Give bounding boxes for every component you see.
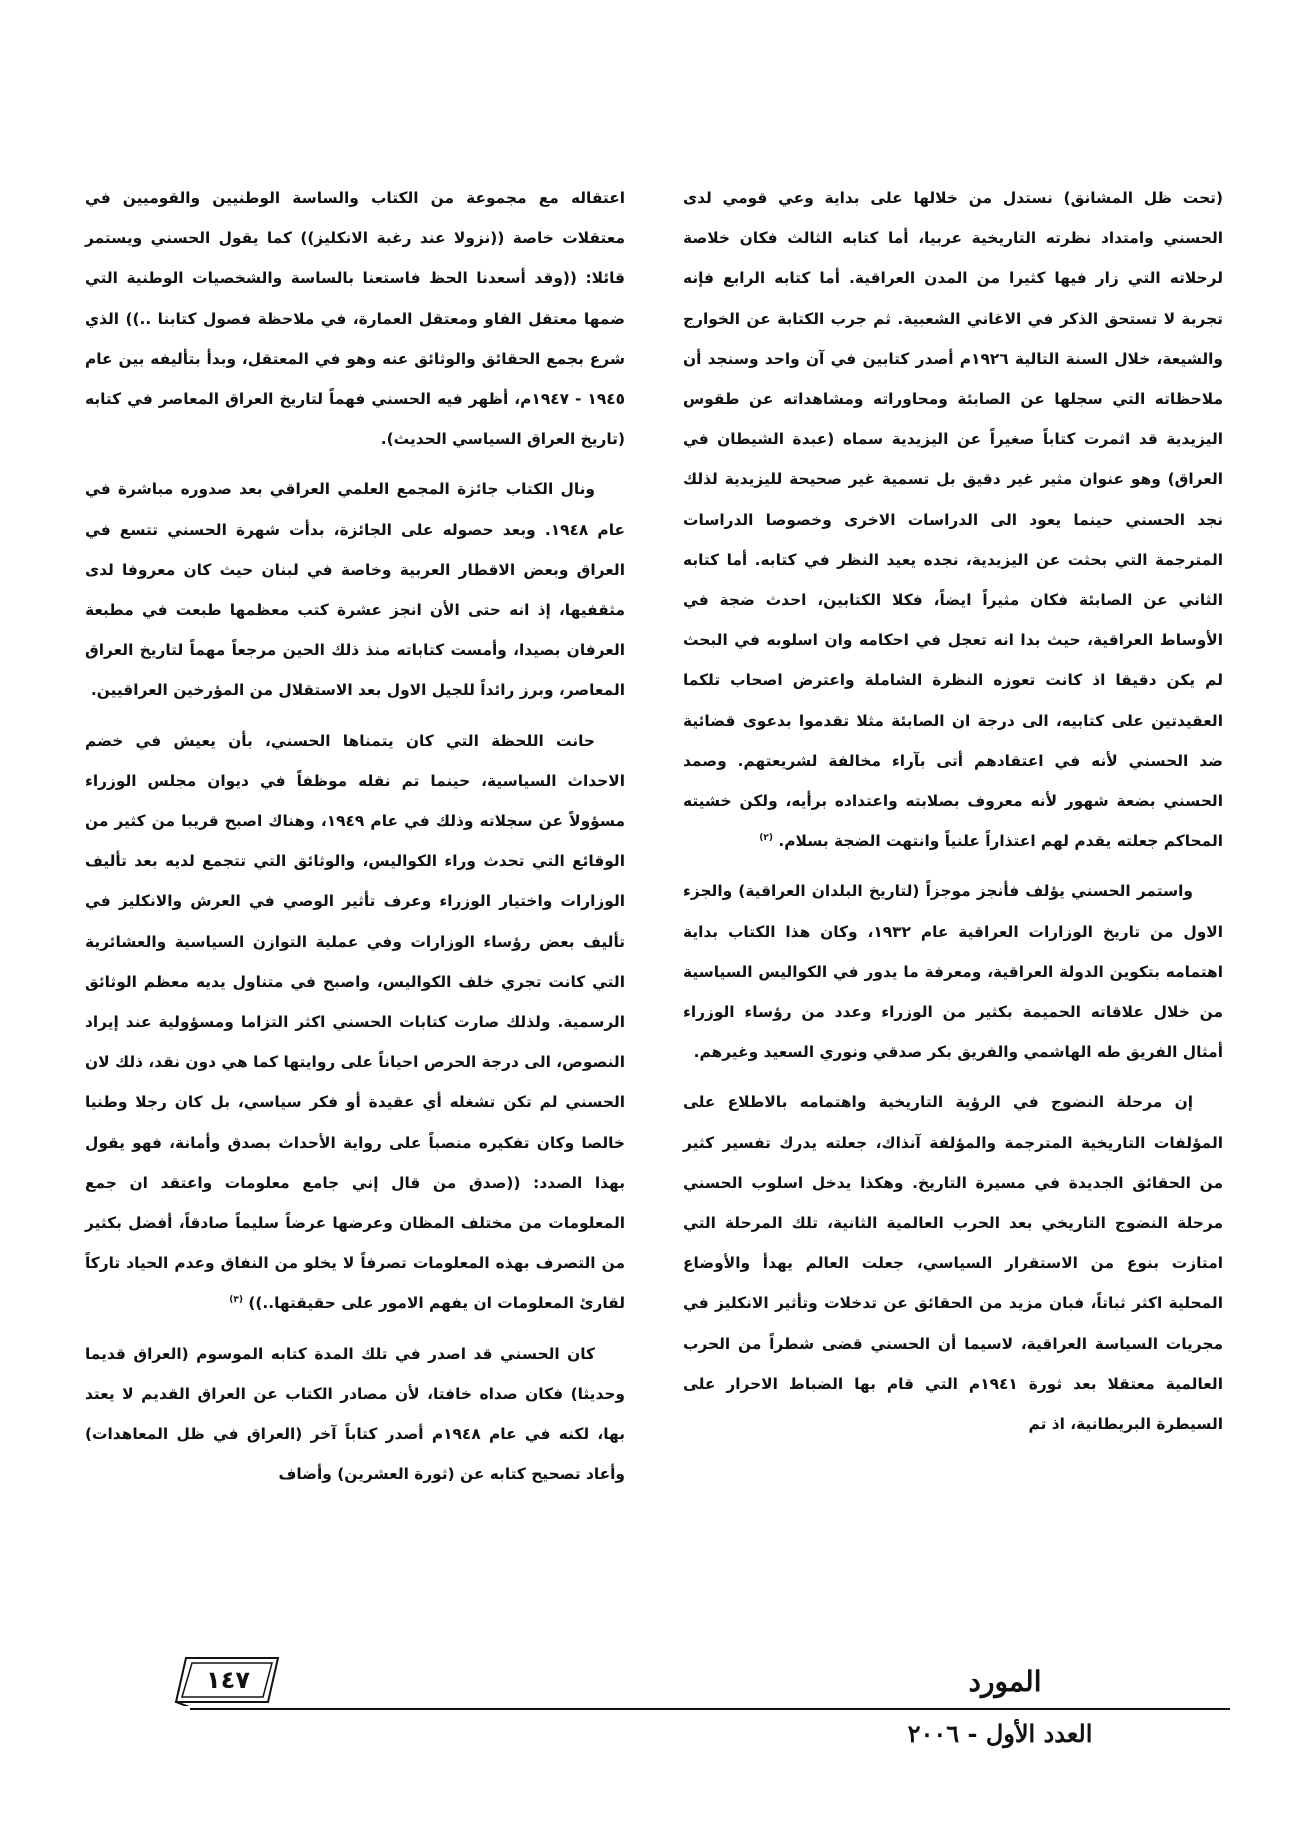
paragraph (683, 178, 1223, 861)
page-number: ١٤٧ (206, 1666, 250, 1694)
paragraph: اعتقاله مع مجموعة من الكتاب والساسة الوطنيين والقوميين في معتقلات خاصة ((نزولا عند رغبة الانكليز)) كما يقول الحسني ويستمر قائلا: ((وقد أسعدنا الحظ فاستعنا بالساسة والشخصيات الوطنية التي ضمها معتقل الفاو ومعتقل العمارة، في ملاحظة فصول كتابنا ..)) الذي شرع بجمع الحقائق والوثائق عنه وهو في المعتقل، وبدأ بتأليفه بين عام ١٩٤٥ - ١٩٤٧م، أظهر فيه الحسني فهماً لتاريخ العراق المعاصر في كتابه (تاريخ العراق السياسي الحديث). (85, 189, 625, 449)
paragraph: إن مرحلة النضوج في الرؤية التاريخية واهتمامه بالاطلاع على المؤلفات التاريخية المترجمة والمؤلفة آنذاك، جعلته يدرك تفسير كثير من الحقائق الجديدة في مسيرة التاريخ. وهكذا يدخل اسلوب الحسني مرحلة النضوج التاريخي بعد الحرب العالمية الثانية، تلك المرحلة التي امتازت بنوع من الاستقرار السياسي، جعلت العالم يهدأ والأوضاع المحلية اكثر ثباتاً، فبان مزيد من الحقائق عن تدخلات وتأثير الانكليز في مجريات السياسة العراقية، لاسيما أن الحسني قضى شطراً من الحرب العالمية معتقلا بعد ثورة ١٩٤١م التي قام بها الضباط الاحرار على السيطرة البريطانية، اذ تم (683, 1093, 1223, 1434)
footnote-marker: (٣) (229, 1295, 243, 1306)
paragraph: واستمر الحسني يؤلف فأنجز موجزاً (لتاريخ البلدان العراقية) والجزء الاول من تاريخ الوزارات العراقية عام ١٩٣٢، وكان هذا الكتاب بداية اهتمامه بتكوين الدولة العراقية، ومعرفة ما يدور في الكواليس السياسية من خلال علاقاته الحميمة بكثير من الوزراء وعدد من رؤساء الوزراء أمثال الفريق طه الهاشمي والفريق بكر صدقي ونوري السعيد وغيرهم. (683, 882, 1223, 1062)
paragraph: كان الحسني قد اصدر في تلك المدة كتابه الموسوم (العراق قديما وحديثا) فكان صداه خافتا، لأن مصادر الكتاب عن العراق القديم لا يعتد بها، لكنه في عام ١٩٤٨م أصدر كتاباً آخر (العراق في ظل المعاهدات) وأعاد تصحيح كتابه عن (ثورة العشرين) وأضاف (85, 1344, 625, 1484)
page-number-badge (172, 1654, 284, 1706)
footnote-marker: (٢) (759, 833, 774, 844)
paragraph-text: (تحت ظل المشانق) نستدل من خلالها على بداية وعي قومي لدى الحسني وامتداد نظرته التاريخية عربيا، أما كتابه الثالث فكان خلاصة لرحلاته التي زار فيها كثيرا من المدن العراقية. أما كتابه الرابع فإنه تجربة لا تستحق الذكر في الاغاني الشعبية. ثم جرب الكتابة عن الخوارج والشيعة، خلال السنة التالية ١٩٢٦م أصدر كتابين في آن واحد وسنجد أن ملاحظاته التي سجلها عن الصابئة ومحاوراته ومشاهداته عن طقوس اليزيدية قد اثمرت كتاباً صغيراً عن اليزيدية سماه (عبدة الشيطان في العراق) وهو عنوان مثير غير دقيق بل تسمية غير صحيحة لليزيدية لذلك نجد الحسني حينما يعود الى الدراسات الاخرى وخصوصا الدراسات المترجمة التي بحثت عن اليزيدية، نجده يعيد النظر في كتابه. أما كتابه الثاني عن الصابئة فكان مثيراً ايضاً، فكلا الكتابين، احدث ضجة في الأوساط العراقية، حيث بدا انه تعجل في احكامه وان اسلوبه في البحث لم يكن دقيقا اذ كانت تعوزه النظرة الشاملة واعترض اصحاب تلكما العقيدتين على كتابيه، الى درجة ان الصابئة مثلا تقدموا بدعوى قضائية ضد الحسني لأنه في اعتقادهم أتى بآراء مخالفة لشريعتهم. وصمد الحسني بضعة شهور لأنه معروف بصلابته واعتداده برأيه، ولكن خشيته المحاكم جعلته يقدم لهم اعتذاراً علنياً وانتهت الضجة بسلام. (683, 189, 1223, 851)
magazine-name: المورد (968, 1665, 1042, 1698)
paragraph (85, 721, 625, 1324)
paragraph-text: حانت اللحظة التي كان يتمناها الحسني، بأن يعيش في خضم الاحداث السياسية، حينما تم نقله موظفاً في ديوان مجلس الوزراء مسؤولاً عن سجلاته وذلك في عام ١٩٤٩، وهناك اصبح قريبا من كثير من الوقائع التي تحدث وراء الكواليس، والوثائق التي تتجمع لديه بعد تأليف الوزارات واختيار الوزراء وعرف تأثير الوصي في العرش والانكليز في تأليف بعض رؤساء الوزارات وفي عملية التوازن السياسية والعشائرية التي كانت تجري خلف الكواليس، واصبح في متناول يديه معظم الوثائق الرسمية. ولذلك صارت كتابات الحسني اكثر التزاما ومسؤولية عند إيراد النصوص، الى درجة الحرص احياناً على روايتها كما هي دون نقد، ذلك لان الحسني لم تكن تشغله أي عقيدة أو فكر سياسي، بل كان رجلا وطنيا خالصا وكان تفكيره منصباً على رواية الأحداث بصدق وأمانة، فهو يقول بهذا الصدد: ((صدق من قال إني جامع معلومات واعتقد ان جمع المعلومات من مختلف المظان وعرضها عرضاً سليماً صادقاً، أفضل بكثير من التصرف بهذه المعلومات تصرفاً لا يخلو من النفاق وعدم الحياد تاركاً لقارئ المعلومات ان يفهم الامور على حقيقتها..)) (85, 731, 626, 1313)
paragraph: ونال الكتاب جائزة المجمع العلمي العراقي بعد صدوره مباشرة في عام ١٩٤٨. وبعد حصوله على الجائزة، بدأت شهرة الحسني تتسع في العراق وبعض الاقطار العربية وخاصة في لبنان حيث كان معروفا لدى مثقفيها، إذ انه حتى الأن انجز عشرة كتب معظمها طبعت في مطبعة العرفان بصيدا، وأمست كتاباته منذ ذلك الحين مرجعاً مهماً لتاريخ العراق المعاصر، وبرز رائداً للجيل الاول بعد الاستقلال من المؤرخين العراقيين. (85, 480, 625, 700)
left-text-column (85, 178, 625, 1505)
footer-rule (190, 1708, 1230, 1710)
issue-label: العدد الأول - ٢٠٠٦ (907, 1719, 1093, 1748)
right-text-column (683, 178, 1223, 1454)
